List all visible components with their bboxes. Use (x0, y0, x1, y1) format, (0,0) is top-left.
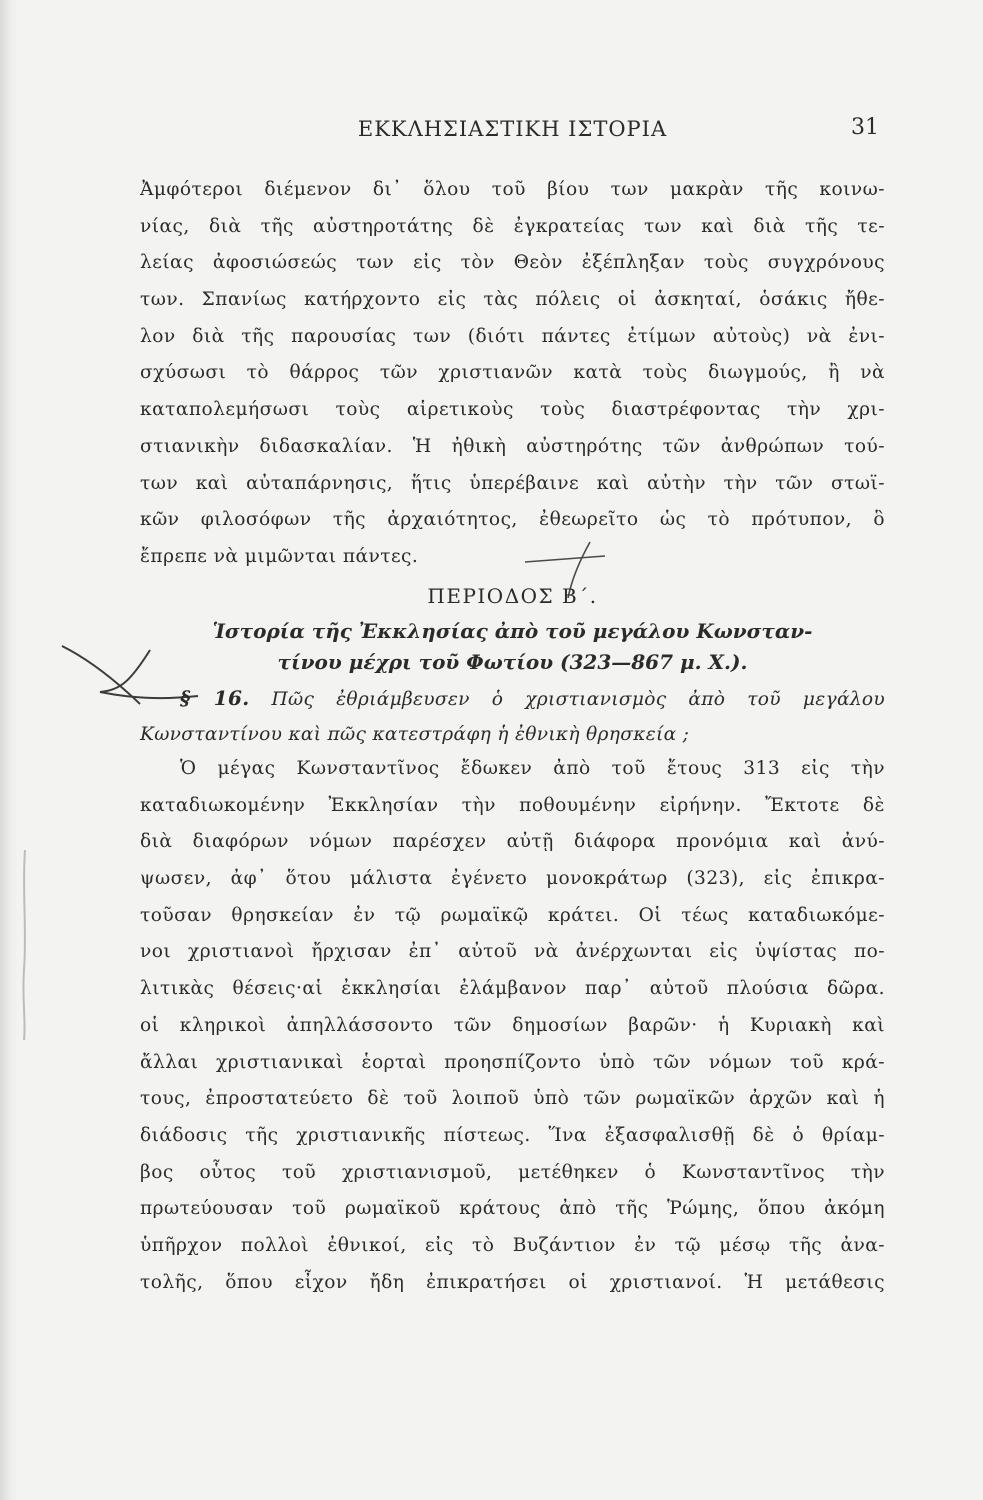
text-line: νίας, διὰ τῆς αὐστηροτάτης δὲ ἐγκρατείας των καὶ διὰ τῆς τε- (140, 215, 885, 237)
text-line: των. Σπανίως κατήρχοντο εἰς τὰς πόλεις οἱ ἀσκηταί, ὁσάκις ἤθε- (140, 289, 885, 311)
text-line: ψωσεν, ἀφ᾽ ὅτου μάλιστα ἐγένετο μονοκράτωρ (323), εἰς ἐπικρα- (140, 868, 885, 890)
period-subtitle-line: Ἱστορία τῆς Ἐκκλησίας ἀπὸ τοῦ μεγάλου Κωνσταν- (212, 619, 813, 643)
page-number: 31 (851, 115, 879, 140)
text-line: ἄλλαι χριστιανικαὶ ἑορταὶ προησπίζοντο ὑπὸ τῶν νόμων τοῦ κρά- (140, 1051, 885, 1073)
text-line: των καὶ αὐταπάρνησις, ἥτις ὑπερέβαινε καὶ αὐτὴν τὴν τῶν στωϊ- (140, 472, 885, 494)
text-line: διὰ διαφόρων νόμων παρέσχεν αὐτῇ διάφορα προνόμια καὶ ἀνύ- (140, 831, 885, 853)
section-heading (140, 680, 885, 753)
text-line: οἱ κληρικοὶ ἀπηλλάσσοντο τῶν δημοσίων βαρῶν· ἡ Κυριακὴ καὶ (140, 1014, 885, 1036)
period-subtitle-line: τίνου μέχρι τοῦ Φωτίου (323—867 μ. Χ.). (277, 650, 748, 674)
period-title: ΠΕΡΙΟΔΟΣ Β΄. (427, 584, 598, 608)
text-line: λιτικὰς θέσεις·αἱ ἐκκλησίαι ἐλάμβανον παρ᾽ αὐτοῦ πλούσια δῶρα. (140, 978, 885, 1000)
text-line: βος οὗτος τοῦ χριστιανισμοῦ, μετέθηκεν ὁ Κωνσταντῖνος τὴν (140, 1161, 885, 1183)
text-line: ὑπῆρχον πολλοὶ ἐθνικοί, εἰς τὸ Βυζάντιον ἐν τῷ μέσῳ τῆς ἀνα- (140, 1234, 885, 1256)
page-left-edge-shadow (0, 0, 18, 1500)
text-line: λον διὰ τῆς παρουσίας των (διότι πάντες ἐτίμων αὐτοὺς) νὰ ἐνι- (140, 325, 885, 347)
section-number: § 16. (180, 686, 250, 710)
text-line: στιανικὴν διδασκαλίαν. Ἡ ἠθικὴ αὐστηρότης τῶν ἀνθρώπων τού- (140, 435, 885, 457)
running-title: ΕΚΚΛΗΣΙΑΣΤΙΚΗ ΙΣΤΟΡΙΑ (357, 117, 668, 141)
paragraph-constantine (140, 751, 885, 1301)
text-line: τολῆς, ὅπου εἶχον ἤδη ἐπικρατήσει οἱ χριστιανοί. Ἡ μετάθεσις (140, 1271, 885, 1293)
text-line: λείας ἀφοσιώσεώς των εἰς τὸν Θεὸν ἐξέπληξαν τοὺς συγχρόνους (140, 252, 885, 274)
paragraph-ascetics (140, 172, 885, 576)
text-line: πρωτεύουσαν τοῦ ρωμαϊκοῦ κράτους ἀπὸ τῆς Ῥώμης, ὅπου ἀκόμη (140, 1198, 885, 1220)
period-subtitle (140, 616, 885, 678)
text-line: σχύσωσι τὸ θάρρος τῶν χριστιανῶν κατὰ τοὺς διωγμούς, ἢ νὰ (140, 362, 885, 384)
text-line: καταπολεμήσωσι τοὺς αἱρετικοὺς τοὺς διαστρέφοντας τὴν χρι- (140, 399, 885, 421)
text-line: κῶν φιλοσόφων τῆς ἀρχαιότητος, ἐθεωρεῖτο ὡς τὸ πρότυπον, ὃ (140, 509, 885, 531)
paper-stain (18, 850, 32, 1040)
text-line: τοῦσαν θρησκείαν ἐν τῷ ρωμαϊκῷ κράτει. Οἱ τέως καταδιωκόμε- (140, 904, 885, 926)
text-line: Ἀμφότεροι διέμενον δι᾽ ὅλου τοῦ βίου των μακρὰν τῆς κοινω- (140, 179, 885, 200)
section-heading-line (140, 680, 885, 717)
text-line: τους, ἐπροστατεύετο δὲ τοῦ λοιποῦ ὑπὸ τῶν ρωμαϊκῶν ἀρχῶν καὶ ἡ (140, 1088, 885, 1110)
text-line: ἔπρεπε νὰ μιμῶνται πάντες. (140, 545, 419, 567)
text-line: καταδιωκομένην Ἐκκλησίαν τὴν ποθουμένην εἰρήνην. Ἔκτοτε δὲ (140, 794, 885, 816)
page-header (140, 113, 885, 149)
text-line: νοι χριστιανοὶ ἤρχισαν ἐπ᾽ αὐτοῦ νὰ ἀνέρχωνται εἰς ὑψίστας πο- (140, 941, 885, 963)
section-heading-line: Κωνσταντίνου καὶ πῶς κατεστράφη ἡ ἐθνικὴ θρησκεία ; (140, 723, 690, 745)
text-line: διάδοσις τῆς χριστιανικῆς πίστεως. Ἵνα ἐξασφαλισθῇ δὲ ὁ θρίαμ- (140, 1124, 885, 1146)
text-line: Ὁ μέγας Κωνσταντῖνος ἔδωκεν ἀπὸ τοῦ ἔτους 313 εἰς τὴν (180, 758, 885, 779)
section-title-part: Πῶς ἐθριάμβευσεν ὁ χριστιανισμὸς ἀπὸ τοῦ μεγάλου (271, 689, 885, 710)
